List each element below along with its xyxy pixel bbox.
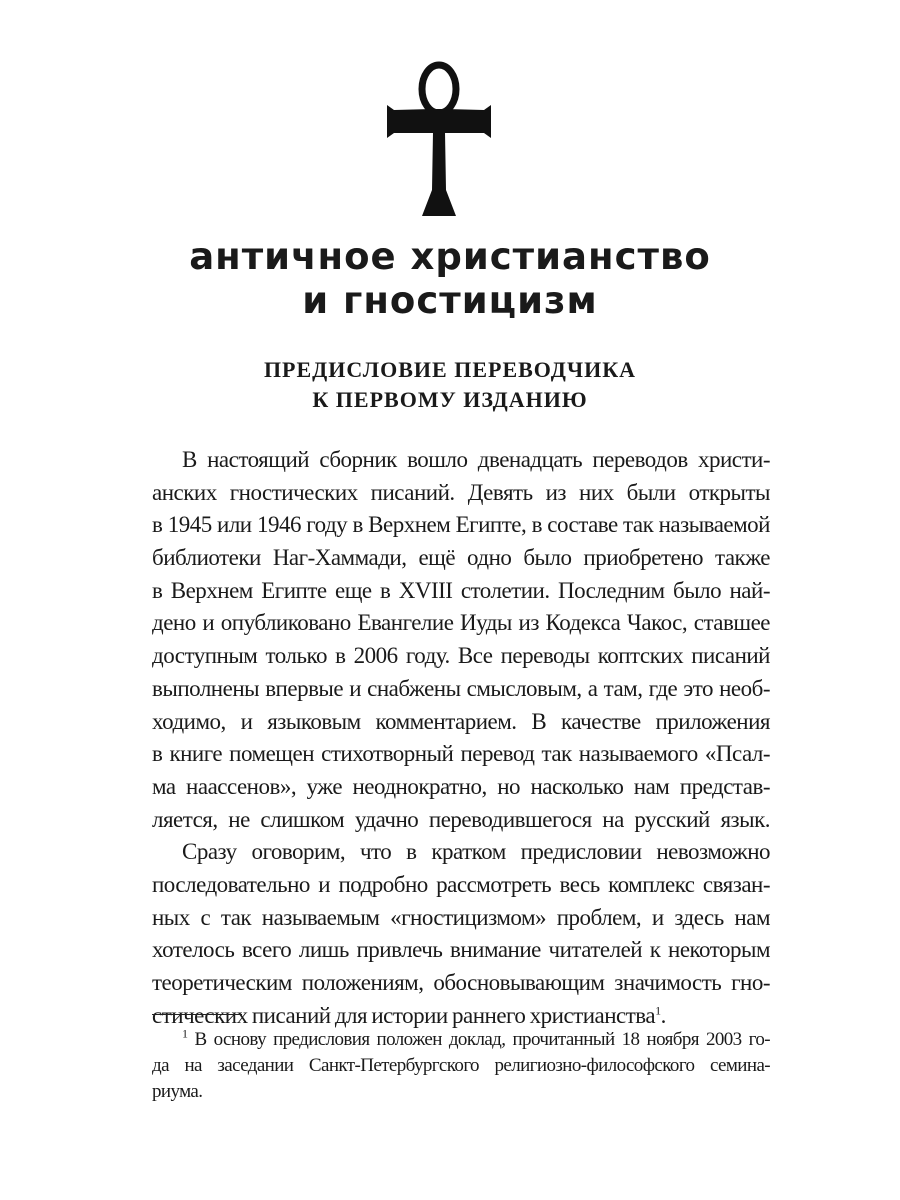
body-text [152,444,770,1032]
footnote-line: да на заседании Санкт-Петербургского религиозно-философского семина- [152,1055,770,1076]
body-line: ляется, не слишком удачно переводившегося на русский язык. [152,806,770,832]
footnote-number: 1 [182,1026,188,1041]
footnote [152,1027,770,1105]
ankh-icon [380,60,505,220]
body-line: в Верхнем Египте еще в XVIII столетии. Последним было най- [152,577,770,603]
body-line: ма наассенов», уже неоднократно, но насколько нам представ- [152,773,770,799]
footnote-line: риума. [152,1081,203,1102]
body-line: в 1945 или 1946 году в Верхнем Египте, в составе так называемой [152,512,770,538]
body-line: анских гностических писаний. Девять из них были открыты [152,479,770,505]
body-line-text: стических писаний для истории раннего христианства [152,1002,656,1028]
body-line: Сразу оговорим, что в кратком предисловии невозможно [182,839,770,865]
footnote-reference[interactable]: 1 [655,1003,661,1018]
body-line: доступным только в 2006 году. Все переводы коптских писаний [152,643,770,669]
chapter-title-line-2: и гностицизм [302,279,598,322]
section-heading-line-2: К ПЕРВОМУ ИЗДАНИЮ [312,387,588,412]
body-line: дено и опубликовано Евангелие Иуды из Кодекса Чакос, ставшее [152,610,770,636]
section-heading-line-1: ПРЕДИСЛОВИЕ ПЕРЕВОДЧИКА [263,357,637,382]
body-line: в книге помещен стихотворный перевод так называемого «Псал- [152,741,770,767]
chapter-title-line-1: античное христианство [189,235,711,278]
footnote-divider [152,1014,242,1015]
body-line: последовательно и подробно рассмотреть весь комплекс связан- [152,871,770,897]
footnote-text: В основу предисловия положен доклад, прочитанный 18 ноября 2003 го- [194,1029,771,1050]
body-line: выполнены впервые и снабжены смысловым, а там, где это необ- [152,675,770,701]
body-line: В настоящий сборник вошло двенадцать переводов христи- [182,447,770,472]
body-line: хотелось всего лишь привлечь внимание читателей к некоторым [152,937,770,963]
body-line: библиотеки Наг-Хаммади, ещё одно было приобретено также [152,545,770,571]
body-line: теоретическим положениям, обосновывающим значимость гно- [152,970,770,995]
body-line: ходимо, и языковым комментарием. В качестве приложения [152,708,770,734]
final-period: . [660,1002,666,1028]
body-line: ных с так называемым «гностицизмом» проблем, и здесь нам [152,904,770,930]
footnote-line [152,1027,770,1053]
